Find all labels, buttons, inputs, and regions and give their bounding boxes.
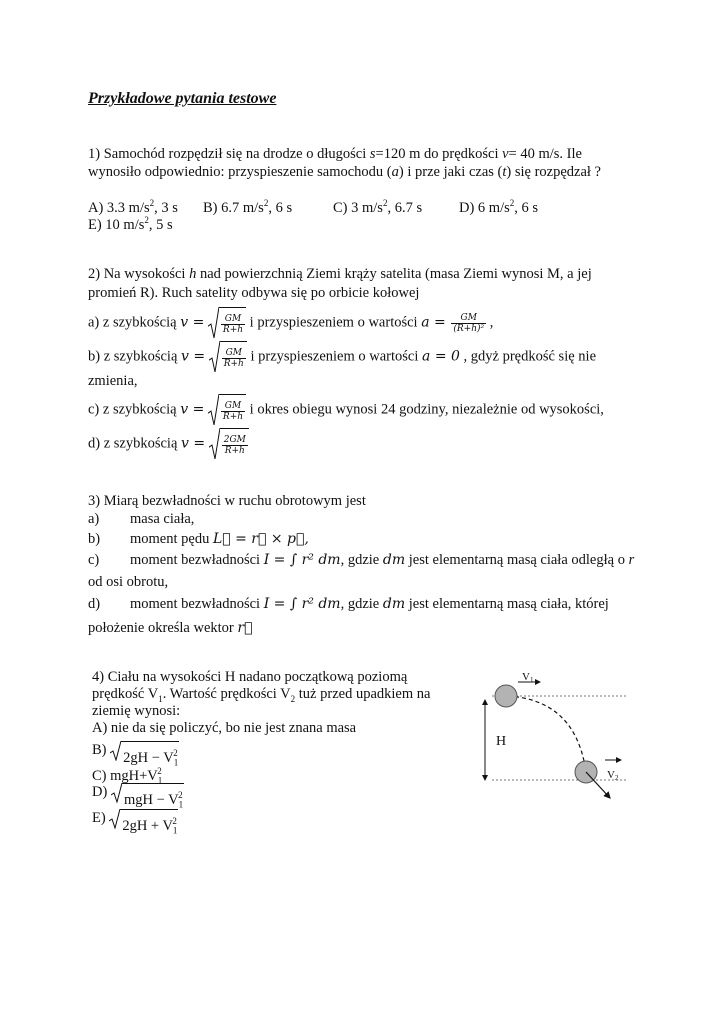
q2-option-d: d) z szybkością v = $\frac{2GM}{R+h}$ [88, 428, 249, 460]
q3-option-d-label: d) [88, 596, 101, 612]
q2-option-b-line2: zmienia, [88, 373, 138, 389]
height-label: H [496, 734, 507, 749]
ball-start [495, 685, 517, 707]
q2-line2: promień R). Ruch satelity odbywa się po orbicie kołowej [88, 285, 420, 301]
q4-option-e: E) $2gH + V_1^2$ [92, 808, 178, 829]
q3-option-c: moment bezwładności I = ∫ r² dm, gdzie dm jest elementarną masą ciała odległą o r [130, 552, 635, 568]
q3-option-a: masa ciała, [130, 511, 195, 527]
q4-option-c: C) $mgH+V_1^2$ [92, 766, 163, 786]
q1-option-d: D) 6 $m/s^2$, 6 s [459, 198, 539, 216]
q1-option-e: E) 10 $m/s^2$, 5 s [88, 215, 173, 233]
q4-option-d: D) mgH − $V_1^2$ [92, 782, 184, 803]
projectile-diagram [478, 668, 630, 800]
q3-option-d: moment bezwładności I = ∫ r² dm, gdzie dm jest elementarną masą ciała, której [130, 596, 609, 612]
q3-option-a-label: a) [88, 511, 100, 527]
page-title: Przykładowe pytania testowe [88, 90, 277, 107]
q2-option-a: a) z szybkością v = $\frac{GM}{R+h}$ i przyspieszeniem o wartości a = $\frac{GM}{\text{(R+h)²}}$ , [88, 307, 493, 339]
q4-line1: 4) Ciału na wysokości H nadano początkową poziomą [92, 669, 408, 685]
q3-option-b: moment pędu L⃗ = r⃗ × p⃗, [130, 531, 309, 547]
q2-line1: 2) Na wysokości h nad powierzchnią Ziemi krąży satelita (masa Ziemi wynosi M, a jej [88, 266, 592, 282]
q1-option-c: C) 3 $m/s^2$, 6.7 s [333, 198, 423, 216]
q3-option-d-line2: położenie określa wektor r⃗ [88, 620, 253, 636]
q1-line1: 1) Samochód rozpędził się na drodze o długości s=120 m do prędkości v= 40 m/s. Ile [88, 146, 582, 162]
q4-line2: prędkość $V_1$. Wartość prędkości $V_2$ tuż przed upadkiem na [92, 686, 431, 704]
q2-option-c: c) z szybkością v = $\frac{GM}{R+h}$ i okres obiegu wynosi 24 godziny, niezależnie od wysokości, [88, 394, 604, 426]
trajectory-path [508, 696, 585, 766]
q4-line3: ziemię wynosi: [92, 703, 181, 719]
q1-option-b: B) 6.7 $m/s^2$, 6 s [203, 198, 293, 216]
q1-line2: wynosiło odpowiednio: przyspieszenie samochodu (a) i prze jaki czas (t) się rozpędzał ? [88, 164, 601, 180]
q3-option-c-label: c) [88, 552, 100, 568]
q4-option-a: A) nie da się policzyć, bo nie jest znana masa [92, 720, 357, 736]
v1-label: V1 [522, 671, 534, 684]
q2-option-b: b) z szybkością v = $\frac{GM}{R+h}$ i przyspieszeniem o wartości a = 0 , gdyż prędkość się nie [88, 341, 596, 373]
q1-option-a: A) 3.3 $m/s^2$, 3 s [88, 198, 178, 216]
v2-label: V2 [607, 769, 619, 782]
q3-option-b-label: b) [88, 531, 101, 547]
q3-option-c-line2: od osi obrotu, [88, 574, 169, 590]
q4-option-b: B) $2gH - V_1^2$ [92, 740, 179, 761]
q3-line1: 3) Miarą bezwładności w ruchu obrotowym jest [88, 493, 366, 509]
